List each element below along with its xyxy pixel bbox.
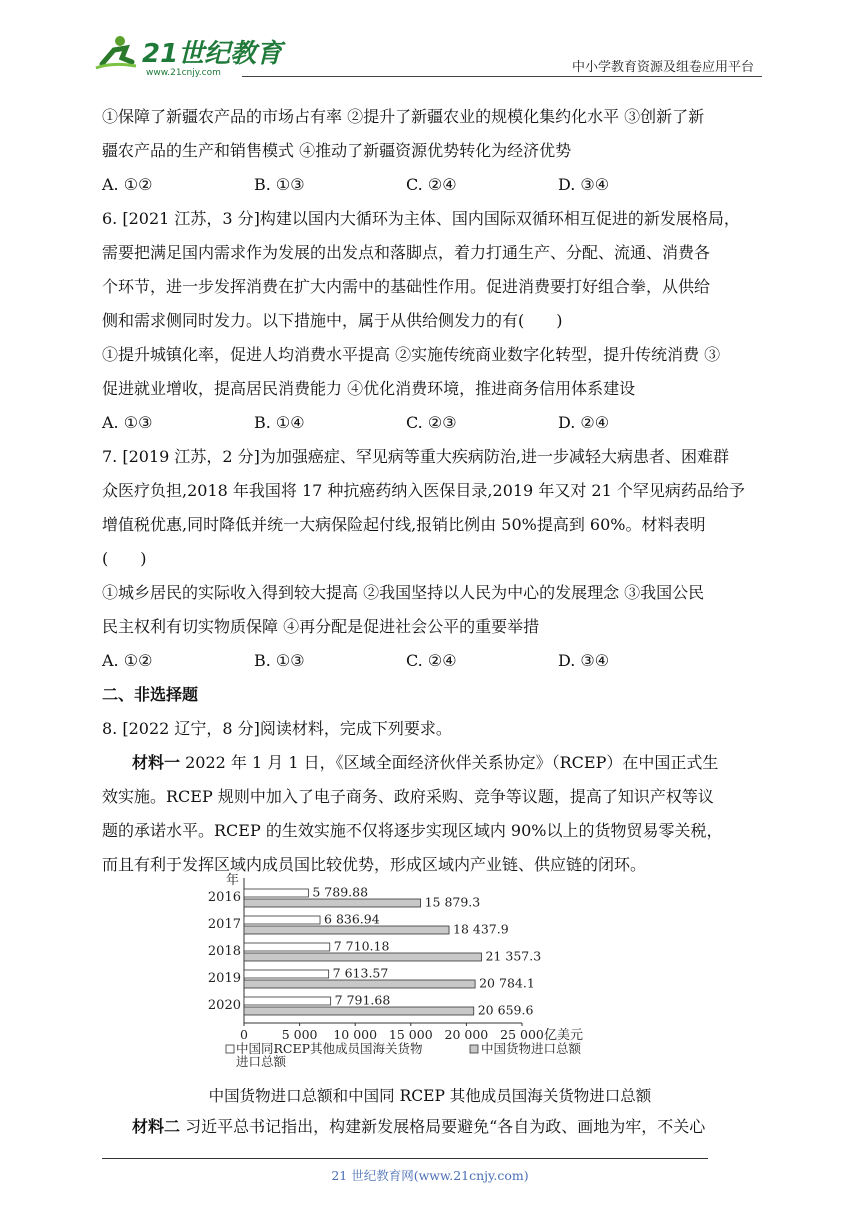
svg-text:21世纪教育: 21世纪教育 <box>142 39 283 69</box>
x-tick-label: 15 000 <box>388 1027 433 1042</box>
option-c: C. ②④ <box>406 175 457 194</box>
data-label: 7 710.18 <box>333 938 390 954</box>
q6-options <box>102 406 762 440</box>
x-axis-unit: 亿美元 <box>544 1028 584 1043</box>
x-tick-label: 10 000 <box>333 1027 378 1042</box>
option-b: B. ①③ <box>254 651 305 670</box>
legend-swatch-total <box>470 1045 478 1053</box>
y-axis-label: 年 <box>226 873 240 888</box>
svg-text:www.21cnjy.com: www.21cnjy.com <box>146 68 221 78</box>
total-import-bar <box>244 1007 474 1015</box>
q7-stem-line-1: 7. [2019 江苏，2 分]为加强癌症、罕见病等重大疾病防治,进一步减轻大病患者、困难群 <box>102 447 729 466</box>
option-a: A. ①② <box>102 175 153 194</box>
legend-label-total: 中国货物进口总额 <box>481 1041 582 1056</box>
q5-choice-line-2: 疆农产品的生产和销售模式 ④推动了新疆资源优势转化为经济优势 <box>102 141 572 160</box>
rcep-bar <box>244 943 330 951</box>
q7-stem-line-2: 众医疗负担,2018 年我国将 17 种抗癌药纳入医保目录,2019 年又对 21 个罕见病药品给予 <box>102 481 745 500</box>
q6-stem-line-1: 6. [2021 江苏，3 分]构建以国内大循环为主体、国内国际双循环相互促进的新发展格局， <box>102 209 740 228</box>
q7-stem-line-3: 增值税优惠,同时降低并统一大病保险起付线,报销比例由 50%提高到 60%。材料表明 <box>102 515 706 534</box>
data-label: 20 659.6 <box>477 1002 534 1018</box>
q7-choice-line-1: ①城乡居民的实际收入得到较大提高 ②我国坚持以人民为中心的发展理念 ③我国公民 <box>102 583 705 602</box>
import-chart <box>207 872 642 1078</box>
q7-options <box>102 644 762 678</box>
category-label: 2020 <box>207 998 241 1013</box>
chart-svg <box>207 872 642 1078</box>
material-1-line-2: 效实施。RCEP 规则中加入了电子商务、政府采购、竞争等议题，提高了知识产权等议 <box>102 787 714 806</box>
rcep-bar <box>244 970 329 978</box>
option-a: A. ①③ <box>102 413 153 432</box>
total-import-bar <box>244 926 449 934</box>
category-label: 2019 <box>207 971 241 986</box>
option-b: B. ①③ <box>254 175 305 194</box>
q6-choice-line-2: 促进就业增收，提高居民消费能力 ④优化消费环境，推进商务信用体系建设 <box>102 379 636 398</box>
category-label: 2018 <box>207 944 241 959</box>
legend-swatch-rcep <box>226 1045 234 1053</box>
category-label: 2016 <box>207 890 241 905</box>
site-logo <box>92 34 292 78</box>
total-import-bar <box>244 953 481 961</box>
data-label: 7 613.57 <box>332 965 389 981</box>
x-tick-label: 25 000 <box>500 1027 544 1042</box>
q6-choice-line-1: ①提升城镇化率，促进人均消费水平提高 ②实施传统商业数字化转型，提升传统消费 ③ <box>102 345 721 364</box>
data-label: 7 791.68 <box>334 992 391 1008</box>
material-1-text: 2022 年 1 月 1 日，《区域全面经济伙伴关系协定》（RCEP）在中国正式生 <box>180 753 719 772</box>
material-2-label: 材料二 <box>132 1117 181 1136</box>
rcep-bar <box>244 889 308 897</box>
material-2-text: 习近平总书记指出，构建新发展格局要避免“各自为政、画地为牢，不关心 <box>180 1117 706 1136</box>
header-divider <box>242 76 762 77</box>
data-label: 6 836.94 <box>324 911 380 927</box>
page-footer: 21 世纪教育网(www.21cnjy.com) <box>331 1168 529 1183</box>
x-tick-label: 0 <box>240 1027 248 1042</box>
data-label: 15 879.3 <box>424 894 481 910</box>
rcep-bar <box>244 997 331 1005</box>
q8-stem: 8. [2022 辽宁，8 分]阅读材料，完成下列要求。 <box>102 719 452 738</box>
page-header <box>92 30 762 82</box>
option-c: C. ②④ <box>406 651 457 670</box>
material-2-line-1 <box>132 1114 705 1137</box>
option-d: D. ②④ <box>558 413 610 432</box>
option-b: B. ①④ <box>254 413 305 432</box>
q7-choice-line-2: 民主权利有切实物质保障 ④再分配是促进社会公平的重要举措 <box>102 617 540 636</box>
q6-stem-line-3: 个环节，进一步发挥消费在扩大内需中的基础性作用。促进消费要打好组合拳，从供给 <box>102 277 711 296</box>
q6-stem-line-4: 侧和需求侧同时发力。以下措施中，属于从供给侧发力的有( ) <box>102 311 563 330</box>
legend-label-rcep: 中国同RCEP其他成员国海关货物 <box>236 1041 423 1056</box>
material-1-line-3: 题的承诺水平。RCEP 的生效实施不仅将逐步实现区域内 90%以上的货物贸易零关税， <box>102 821 723 840</box>
section-title: 二、非选择题 <box>102 685 199 704</box>
legend-label-rcep-cont: 进口总额 <box>236 1054 287 1069</box>
footer-divider <box>102 1158 708 1159</box>
category-label: 2017 <box>207 917 241 932</box>
data-label: 18 437.9 <box>453 921 509 937</box>
total-import-bar <box>244 899 421 907</box>
q6-stem-line-2: 需要把满足国内需求作为发展的出发点和落脚点，着力打通生产、分配、流通、消费各 <box>102 243 711 262</box>
material-1-label: 材料一 <box>132 753 181 772</box>
option-d: D. ③④ <box>558 175 610 194</box>
option-a: A. ①② <box>102 651 153 670</box>
q7-stem-line-4: ( ) <box>102 549 147 568</box>
data-label: 21 357.3 <box>485 948 542 964</box>
x-tick-label: 20 000 <box>444 1027 489 1042</box>
data-label: 5 789.88 <box>312 884 369 900</box>
x-tick-label: 5 000 <box>281 1027 318 1042</box>
document-body <box>102 100 762 882</box>
data-label: 20 784.1 <box>479 975 535 991</box>
option-d: D. ③④ <box>558 651 610 670</box>
chart-caption: 中国货物进口总额和中国同 RCEP 其他成员国海关货物进口总额 <box>208 1087 652 1105</box>
q5-options <box>102 168 762 202</box>
material-1-line-1 <box>102 746 762 780</box>
total-import-bar <box>244 980 475 988</box>
platform-name: 中小学教育资源及组卷应用平台 <box>571 60 754 75</box>
rcep-bar <box>244 916 320 924</box>
option-c: C. ②③ <box>406 413 457 432</box>
q5-choice-line-1: ①保障了新疆农产品的市场占有率 ②提升了新疆农业的规模化集约化水平 ③创新了新 <box>102 107 705 126</box>
material-1-line-4: 而且有利于发挥区域内成员国比较优势，形成区域内产业链、供应链的闭环。 <box>102 855 647 874</box>
